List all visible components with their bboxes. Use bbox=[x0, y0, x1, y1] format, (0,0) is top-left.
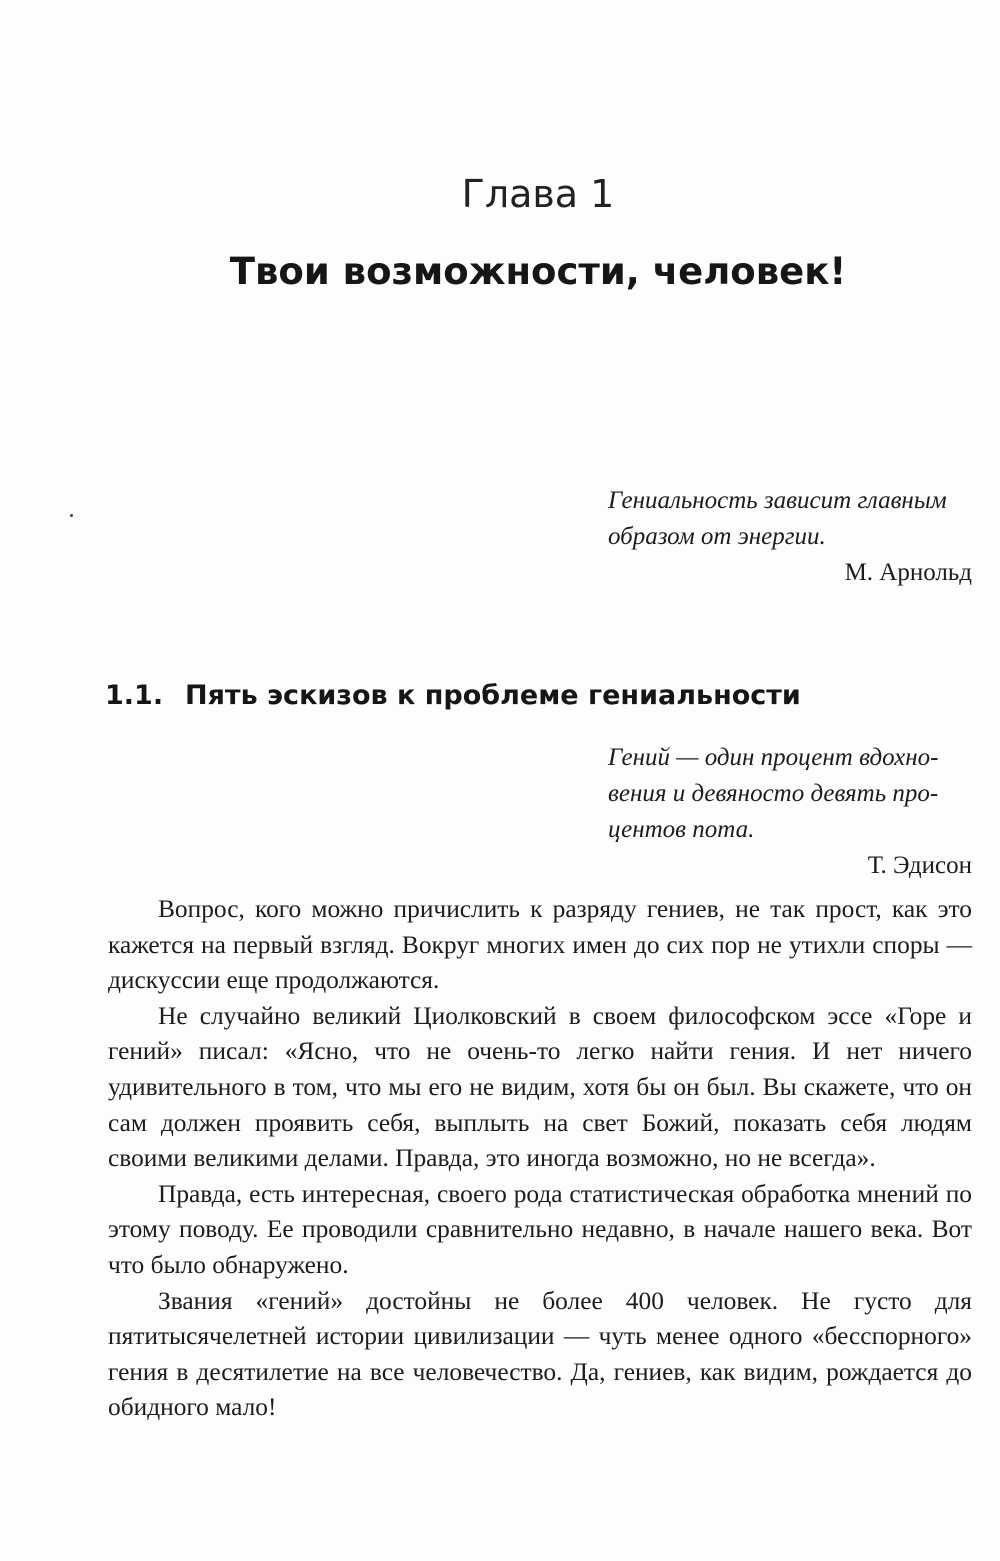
section-heading bbox=[105, 680, 801, 711]
paper-speck bbox=[70, 514, 73, 517]
chapter-title: Твои возможности, человек! bbox=[229, 250, 847, 293]
chapter-label: Глава 1 bbox=[461, 172, 615, 216]
paragraph: Не случайно великий Циолковский в своем философском эссе «Горе и гений» писал: «Ясно, что не очень-то легко найти гения. И нет ничего удивительного в том, что мы его не видим, хотя бы он был. Вы скажете, что он сам должен проявить себя, выплыть на свет Божий, показать себя людям своими великими делами. Правда, это иногда возможно, но не всегда». bbox=[108, 1001, 972, 1173]
section-number: 1.1. bbox=[105, 680, 164, 711]
epigraph-quote: Гений — один процент вдохновения и девяносто девять процентов пота. bbox=[608, 744, 939, 843]
epigraph-author: Т. Эдисон bbox=[867, 852, 972, 879]
paragraph: Правда, есть интересная, своего рода статистическая обработка мнений по этому поводу. Ее проводили сравнительно недавно, в начале нашего века. Вот что было обнаружено. bbox=[108, 1179, 972, 1279]
paragraph: Звания «гений» достойны не более 400 человек. Не густо для пятитысячелетней истории цивилизации — чуть менее одного «бесспорного» гения в десятилетие на все человечество. Да, гениев, как видим, рождается до обидного мало! bbox=[108, 1286, 972, 1422]
epigraph-quote: Гениальность зависит главным образом от энергии. bbox=[608, 487, 947, 550]
section-epigraph bbox=[608, 740, 972, 884]
epigraph-author: М. Арнольд bbox=[844, 559, 972, 586]
paragraph: Вопрос, кого можно причислить к разряду гениев, не так прост, как это кажется на первый взгляд. Вокруг многих имен до сих пор не утихли споры — дискуссии еще продолжаются. bbox=[108, 895, 972, 995]
section-title: Пять эскизов к проблеме гениальности bbox=[185, 680, 801, 711]
chapter-epigraph bbox=[608, 483, 972, 591]
body-text bbox=[108, 892, 972, 1426]
